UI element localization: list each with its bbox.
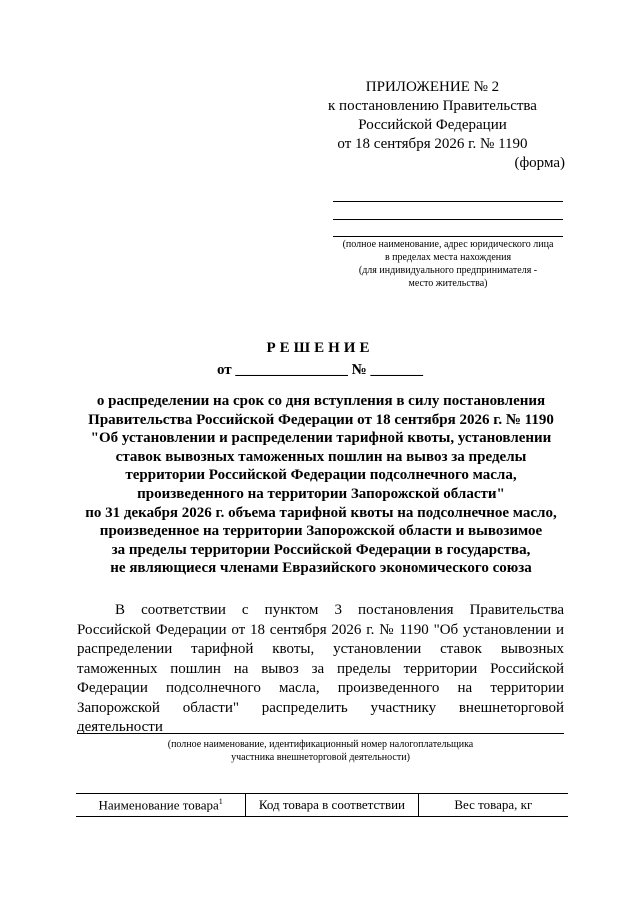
caption-line: место жительства) (408, 278, 488, 289)
appendix-block (300, 78, 565, 173)
appendix-ref-line: Российской Федерации (358, 117, 507, 133)
heading-line: за пределы территории Российской Федерации в государства, (111, 541, 531, 558)
heading-line: не являющиеся членами Евразийского экономического союза (110, 560, 532, 577)
table-header-goods-code: Код товара в соответствии (246, 794, 418, 816)
heading-line: территории Российской Федерации подсолнечного масла, (125, 467, 517, 484)
footnote-marker: 1 (218, 797, 223, 806)
caption-line: (для индивидуального предпринимателя - (358, 265, 538, 276)
caption-line: участника внешнеторговой деятельности) (231, 752, 410, 763)
heading-line: о распределении на срок со дня вступления в силу постановления (96, 393, 546, 409)
heading-line: по 31 декабря 2026 г. объема тарифной квоты на подсолнечное масло, (85, 504, 557, 521)
heading-line: ставок вывозных таможенных пошлин на вывоз за пределы (115, 448, 527, 465)
caption-line: (полное наименование, идентификационный номер налогоплательщика (167, 739, 474, 750)
caption-line: (полное наименование, адрес юридического лица (342, 239, 554, 250)
participant-line (77, 733, 564, 734)
appendix-date-line: от 18 сентября 2026 г. № 1190 (337, 136, 528, 152)
heading-line: произведенное на территории Запорожской области и вывозимое (99, 523, 543, 540)
addressee-caption (320, 238, 576, 290)
body-paragraph-block (77, 601, 564, 738)
body-paragraph: В соответствии с пунктом 3 постановления Правительства Российской Федерации от 18 сентября 2026 г. № 1190 "Об установлении и распределении тарифной квоты, установлении ставок вывозных таможенных пошлин на вывоз за пределы территории Российской Федерации подсолнечного масла, произведенного на территории Запорожской области" распределить участнику внешнеторговой деятельности (77, 602, 564, 735)
appendix-number: ПРИЛОЖЕНИЕ № 2 (365, 79, 500, 95)
appendix-ref-line: к постановлению Правительства (328, 98, 537, 114)
decision-date-number: от _______________ № _______ (217, 362, 423, 378)
decision-heading (76, 392, 566, 578)
table-header-goods-name (76, 794, 246, 816)
goods-table-header (76, 793, 568, 817)
document-title: РЕШЕНИЕ (266, 340, 374, 356)
participant-caption (77, 738, 564, 764)
heading-line: Правительства Российской Федерации от 18 сентября 2026 г. № 1190 (88, 411, 554, 428)
caption-line: в пределах места нахождения (384, 252, 512, 263)
addressee-line (333, 201, 563, 202)
table-header-goods-weight: Вес товара, кг (454, 797, 533, 812)
heading-line: произведенного на территории Запорожской области" (137, 485, 505, 502)
column-label: Наименование товара (98, 797, 219, 813)
form-label: (форма) (514, 155, 565, 171)
addressee-line (333, 236, 563, 237)
heading-line: "Об установлении и распределении тарифной квоты, установлении (90, 430, 552, 447)
addressee-line (333, 219, 563, 220)
